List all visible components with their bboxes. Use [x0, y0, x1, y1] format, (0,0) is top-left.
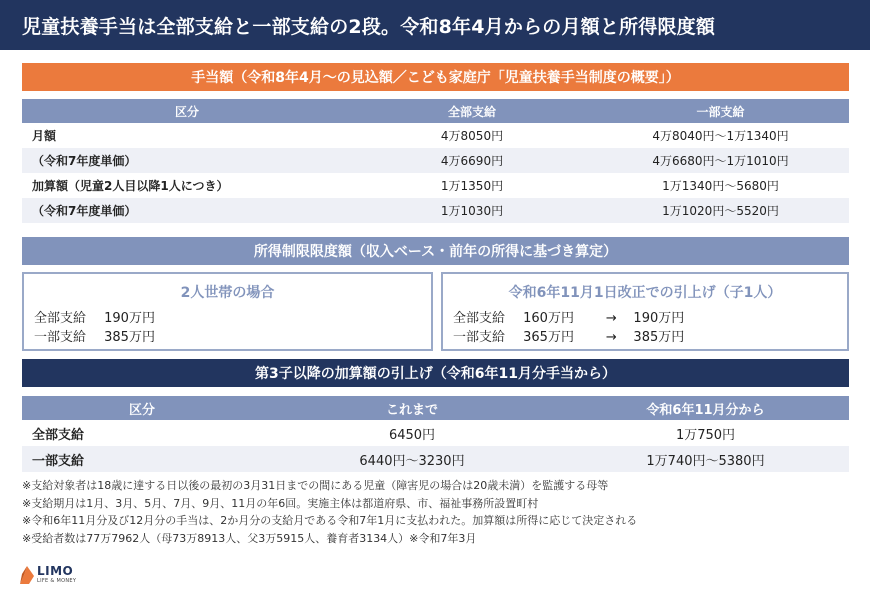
after-value: 190万円 — [633, 311, 685, 326]
revision-label: 一部支給 — [453, 330, 506, 345]
logo-brand: LIMO — [37, 564, 74, 578]
table-header-row — [22, 99, 849, 123]
table-row — [22, 123, 849, 148]
limit-label: 一部支給 — [34, 330, 87, 345]
after-cell: 1万750円 — [675, 427, 736, 443]
limit-value: 385万円 — [104, 330, 155, 345]
partial-amount-cell: 1万1020円〜5520円 — [592, 198, 849, 223]
partial-amount-cell: 4万6680円〜1万1010円 — [592, 148, 849, 173]
table-header-row — [22, 396, 849, 420]
limit-label: 全部支給 — [34, 311, 87, 326]
column-header-full: 全部支給 — [352, 99, 592, 123]
allowance-section-title: 手当額（令和8年4月〜の見込額／こども家庭庁「児童扶養手当制度の概要」） — [22, 63, 849, 91]
revision-row-full — [453, 307, 684, 326]
row-label: （令和7年度単価） — [22, 148, 352, 173]
table-row — [22, 148, 849, 173]
column-header-before: これまで — [262, 396, 562, 420]
column-header-category: 区分 — [22, 99, 352, 123]
arrow-icon: → — [605, 311, 617, 326]
footnote: ※受給者数は77万7962人（母73万8913人、父3万5915人、養育者3134人）※令和7年3月 — [22, 531, 477, 545]
footnote: ※支給期月は1月、3月、5月、7月、9月、11月の年6回。実施主体は都道府県、市、福祉事務所設置町村 — [22, 496, 539, 510]
row-label: 全部支給 — [32, 427, 85, 443]
after-value: 385万円 — [633, 330, 685, 345]
table-row — [22, 420, 849, 446]
row-label: 月額 — [32, 129, 57, 143]
two-person-household-box — [22, 272, 433, 351]
after-cell: 1万740円〜5380円 — [562, 446, 849, 472]
limit-row-full — [34, 307, 155, 326]
logo-tagline: LIFE & MONEY — [37, 578, 77, 584]
full-amount-cell: 4万8050円 — [440, 129, 504, 143]
revision-row-partial — [453, 326, 684, 345]
limo-logo — [20, 563, 90, 589]
limo-mark-icon — [20, 566, 34, 584]
column-header-category: 区分 — [22, 396, 262, 420]
before-cell: 6450円 — [388, 427, 436, 443]
revision-label: 全部支給 — [453, 311, 506, 326]
table-row — [22, 198, 849, 223]
allowance-table — [22, 99, 849, 223]
third-child-section-title: 第3子以降の加算額の引上げ（令和6年11月分手当から） — [22, 359, 849, 387]
partial-amount-cell: 4万8040円〜1万1340円 — [652, 129, 789, 143]
column-header-partial: 一部支給 — [592, 99, 849, 123]
footnotes — [22, 477, 637, 547]
row-label: 一部支給 — [22, 446, 262, 472]
before-value: 365万円 — [523, 330, 574, 345]
third-child-table — [22, 396, 849, 472]
table-row — [22, 173, 849, 198]
partial-amount-cell: 1万1340円〜5680円 — [662, 179, 779, 193]
limit-row-partial — [34, 326, 155, 345]
full-amount-cell: 4万6690円 — [352, 148, 592, 173]
box-title: 2人世帯の場合 — [180, 285, 275, 301]
before-cell: 6440円〜3230円 — [262, 446, 562, 472]
row-label: 加算額（児童2人目以降1人につき） — [32, 179, 229, 193]
row-label: （令和7年度単価） — [22, 198, 352, 223]
page-header — [0, 0, 870, 50]
box-title: 令和6年11月1日改正での引上げ（子1人） — [508, 285, 782, 301]
full-amount-cell: 1万1350円 — [440, 179, 504, 193]
footnote: ※令和6年11月分及び12月分の手当は、2か月分の支給月である令和7年1月に支払われた。加算額は所得に応じて決定される — [22, 514, 638, 527]
revision-box — [441, 272, 849, 351]
footnote: ※支給対象者は18歳に達する日以後の最初の3月31日までの間にある児童（障害児の場合は20歳未満）を監護する母等 — [22, 479, 609, 492]
table-row — [22, 446, 849, 472]
arrow-icon: → — [605, 330, 617, 345]
column-header-after: 令和6年11月分から — [562, 396, 849, 420]
income-limit-section-title: 所得制限限度額（収入ベース・前年の所得に基づき算定） — [22, 237, 849, 265]
limit-value: 190万円 — [104, 311, 155, 326]
before-value: 160万円 — [523, 311, 574, 326]
full-amount-cell: 1万1030円 — [352, 198, 592, 223]
page-title: 児童扶養手当は全部支給と一部支給の2段。令和8年4月からの月額と所得限度額 — [22, 16, 716, 38]
